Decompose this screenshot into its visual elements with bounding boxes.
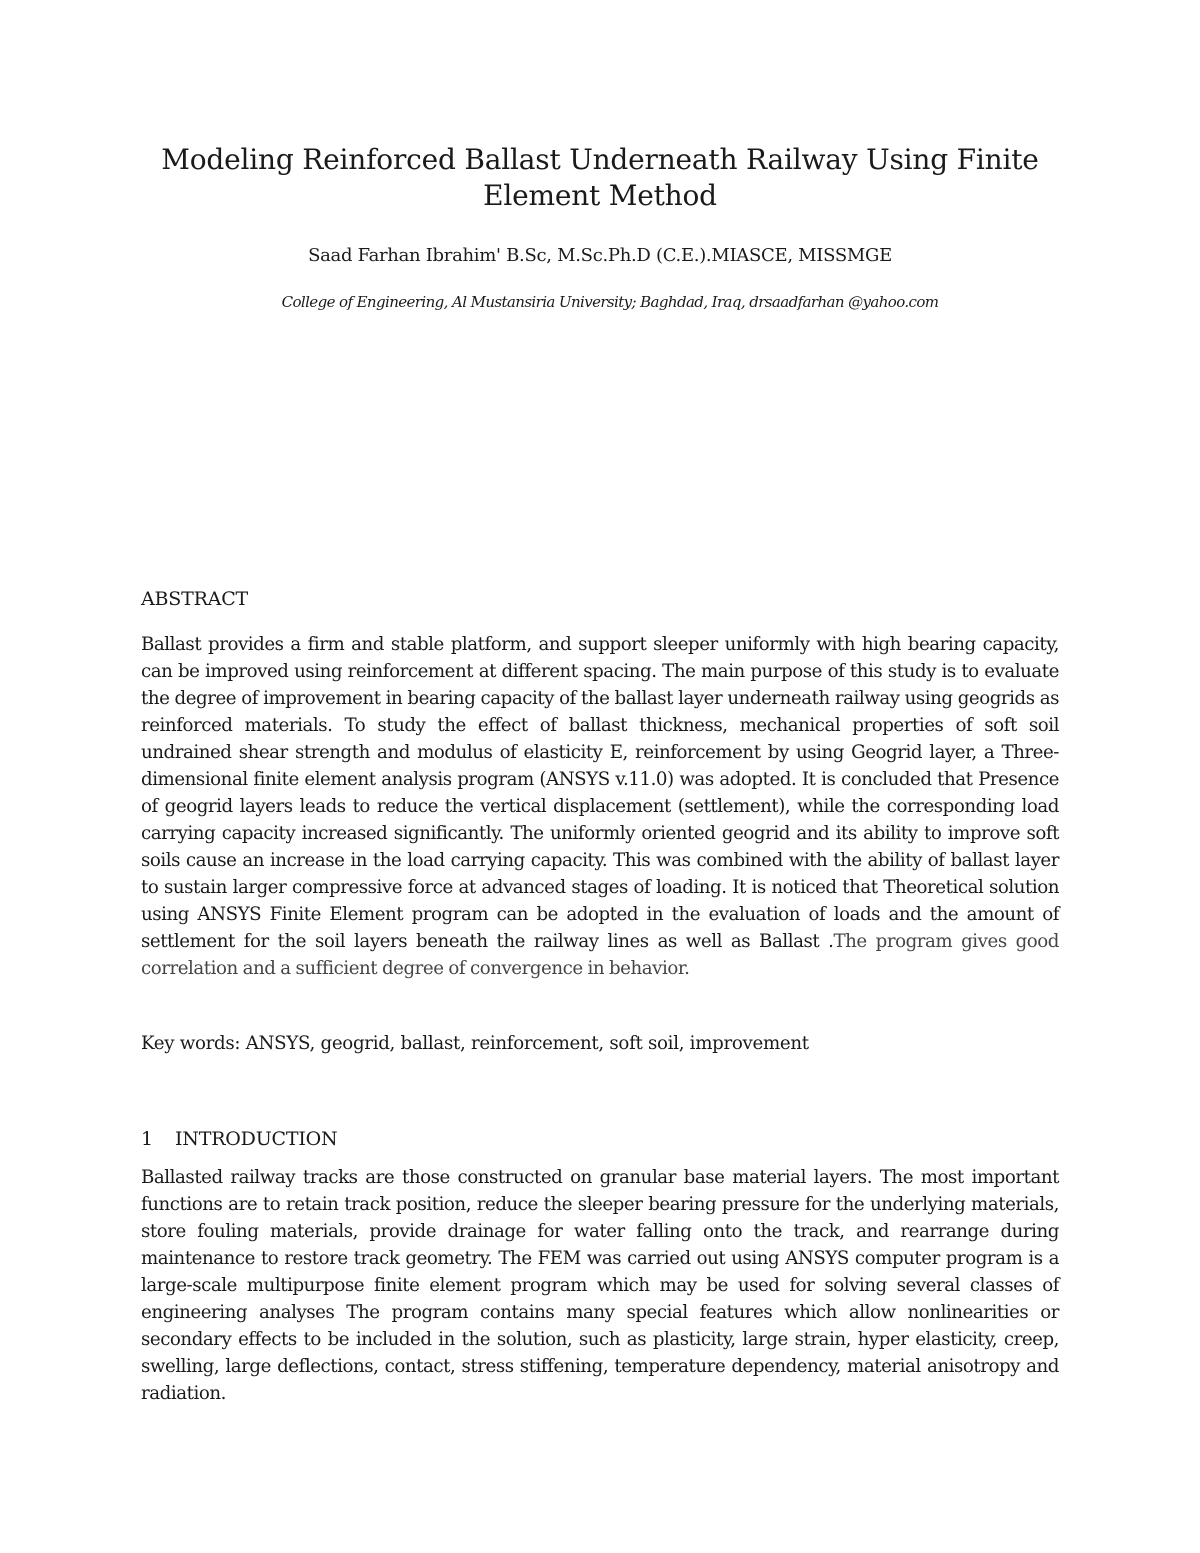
abstract-body-text: Ballast provides a firm and stable platform, and support sleeper uniformly with high bearing capacity, can be improved using reinforcement at different spacing. The main purpose of this study is to evaluate the degree of improvement in bearing capacity of the ballast layer underneath railway using geogrids as reinforced materials. To study the effect of ballast thickness, mechanical properties of soft soil undrained shear strength and modulus of elasticity E, reinforcement by using Geogrid layer, a Three-dimensional finite element analysis program (ANSYS v.11.0) was adopted. It is concluded that Presence of geogrid layers leads to reduce the vertical displacement (settlement), while the corresponding load carrying capacity increased significantly. The uniformly oriented geogrid and its ability to improve soft soils cause an increase in the load carrying capacity. This was combined with the ability of ballast layer to sustain larger compressive force at advanced stages of loading. It is noticed that Theoretical solution using ANSYS Finite Element program can be adopted in the evaluation of loads and the amount of settlement for the soil layers beneath the railway lines as well as Ballast . [141,634,1059,952]
section-title: INTRODUCTION [175,1128,338,1150]
abstract-body-tail: The program gives good correlation and a sufficient degree of convergence in behavior. [141,931,1059,979]
paper-title: Modeling Reinforced Ballast Underneath Railway Using Finite Element Method [161,143,1039,212]
introduction-heading [141,1127,337,1151]
section-number: 1 [141,1128,153,1150]
introduction-paragraph: Ballasted railway tracks are those constructed on granular base material layers. The most important functions are to retain track position, reduce the sleeper bearing pressure for the underlying materials, store fouling materials, provide drainage for water falling onto the track, and rearrange during maintenance to restore track geometry. The FEM was carried out using ANSYS computer program is a large-scale multipurpose finite element program which may be used for solving several classes of engineering analyses The program contains many special features which allow nonlinearities or secondary effects to be included in the solution, such as plasticity, large strain, hyper elasticity, creep, swelling, large deflections, contact, stress stiffening, temperature dependency, material anisotropy and radiation. [141,1167,1059,1404]
affiliation-line: College of Engineering, Al Mustansiria University; Baghdad, Iraq, drsaadfarhan @yahoo.com [281,293,939,311]
abstract-heading: ABSTRACT [141,588,249,610]
keywords-line: Key words: ANSYS, geogrid, ballast, reinforcement, soft soil, improvement [141,1033,809,1054]
abstract-paragraph [141,631,1059,982]
author-line: Saad Farhan Ibrahim' B.Sc, M.Sc.Ph.D (C.E.).MIASCE, MISSMGE [308,245,892,266]
